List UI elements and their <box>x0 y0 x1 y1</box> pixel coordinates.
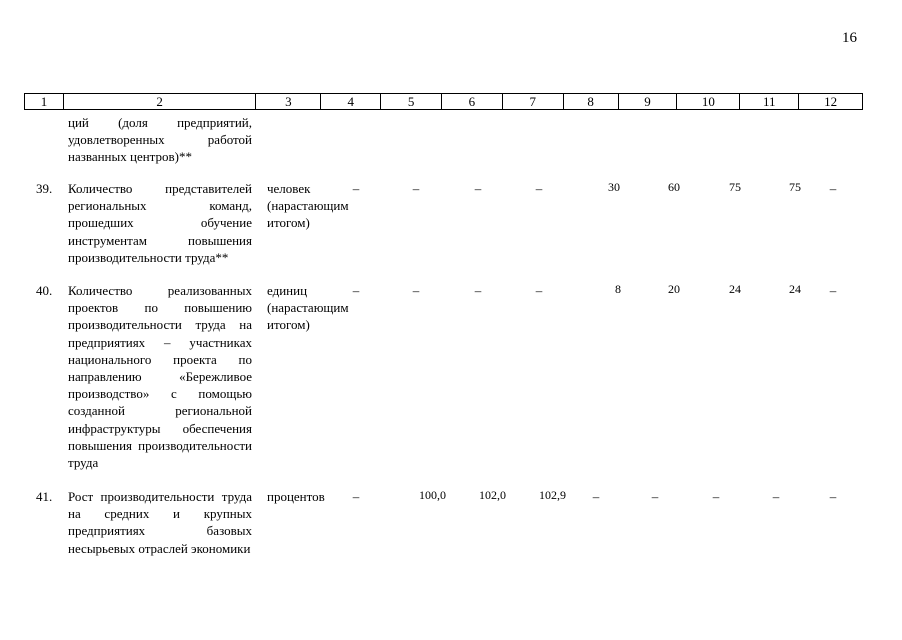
header-col-6: 6 <box>442 94 503 109</box>
cell-col-10: – <box>712 489 720 504</box>
cell-col-8: 30 <box>608 180 620 194</box>
header-col-7: 7 <box>503 94 564 109</box>
cell-col-5: – <box>412 283 420 298</box>
header-col-4: 4 <box>321 94 381 109</box>
cell-col-9: 20 <box>668 282 680 296</box>
header-col-10: 10 <box>677 94 740 109</box>
cell-col-4: – <box>352 283 360 298</box>
cell-col-4: – <box>352 181 360 196</box>
header-col-12: 12 <box>824 94 838 109</box>
cell-col-10: 75 <box>729 180 741 194</box>
cell-col-9: – <box>651 489 659 504</box>
row-description: Количество представителей региональных команд, прошедших обучение инструментам повышения производительности труда** <box>68 181 252 265</box>
cell-col-12: – <box>829 283 837 298</box>
row-unit: человек (нарастающим итогом) <box>267 181 349 231</box>
cell-col-11: – <box>772 489 780 504</box>
cell-col-7: – <box>535 181 543 196</box>
column-number-header <box>24 93 863 110</box>
cell-col-5: – <box>412 181 420 196</box>
cell-col-11: 24 <box>789 282 801 296</box>
cell-col-5: 100,0 <box>419 488 446 502</box>
cell-col-6: 102,0 <box>479 488 506 502</box>
cell-col-6: – <box>474 181 482 196</box>
page-number: 16 <box>842 30 857 46</box>
cell-col-11: 75 <box>789 180 801 194</box>
row-number: 41. <box>36 489 53 504</box>
cell-col-7: 102,9 <box>539 488 566 502</box>
cell-col-10: 24 <box>729 282 741 296</box>
cell-col-4: – <box>352 489 360 504</box>
cell-col-12: – <box>829 489 837 504</box>
cell-col-6: – <box>474 283 482 298</box>
row-unit: единиц (нарастающим итогом) <box>267 283 349 333</box>
row-description: Рост производительности труда на средних и крупных предприятиях базовых несырьевых отраслей экономики <box>68 489 252 556</box>
row-number: 39. <box>36 181 53 196</box>
cell-col-7: – <box>535 283 543 298</box>
header-col-3: 3 <box>256 94 321 109</box>
row-description: Количество реализованных проектов по повышению производительности труда на предприятиях – участниках национального проекта по направлению «Бережливое производство» с помощью созданной региональной инфраструктуры обеспечения повышения производительности труда <box>68 283 252 471</box>
cell-col-8: 8 <box>615 282 621 296</box>
header-col-2: 2 <box>64 94 257 109</box>
header-col-9: 9 <box>619 94 678 109</box>
row-number: 40. <box>36 283 53 298</box>
header-col-5: 5 <box>381 94 442 109</box>
header-col-8: 8 <box>564 94 619 109</box>
cell-col-12: – <box>829 181 837 196</box>
header-col-11: 11 <box>740 94 799 109</box>
continuation-text: ций (доля предприятий, удовлетворенных работой названных центров)** <box>68 115 252 165</box>
cell-col-8: – <box>592 489 600 504</box>
header-col-1: 1 <box>25 94 64 109</box>
cell-col-9: 60 <box>668 180 680 194</box>
row-unit: процентов <box>267 489 325 504</box>
